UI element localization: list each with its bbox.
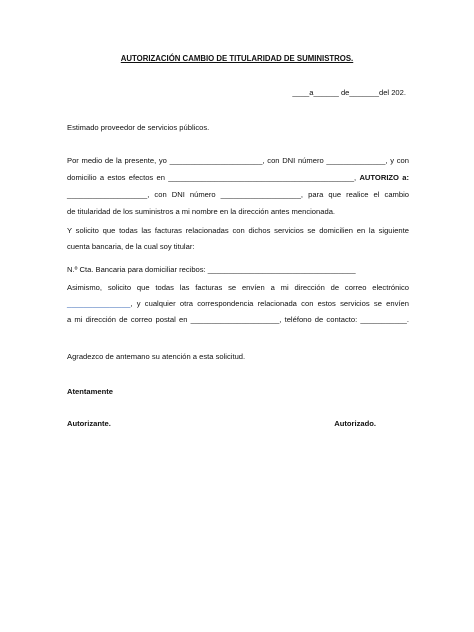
document-title: AUTORIZACIÓN CAMBIO DE TITULARIDAD DE SUMINISTROS.	[120, 54, 354, 63]
para1-line2-text: domicilio a estos efectos en ____________________________________________,	[67, 173, 360, 182]
para2-line1: Y solicito que todas las facturas relacionadas con dichos servicios se domicilien en la siguiente	[67, 226, 409, 235]
email-blank: _______________	[67, 299, 131, 308]
authorize-label: AUTORIZO a:	[359, 173, 409, 182]
thanks-line: Agradezco de antemano su atención a esta solicitud.	[67, 352, 246, 361]
greeting: Estimado proveedor de servicios públicos.	[67, 123, 210, 132]
para3-line2-text: , y cualquier otra correspondencia relacionada con estos servicios se envíen	[130, 299, 409, 308]
date-line: ____a______ de_______del 202.	[292, 88, 406, 97]
para3-line1: Asimismo, solicito que todas las facturas se envíen a mi dirección de correo electrónico	[67, 283, 409, 292]
bank-account-line: N.º Cta. Bancaria para domiciliar recibos: ___________________________________	[67, 265, 356, 274]
signature-autorizado: Autorizado.	[334, 419, 376, 428]
para1-line4: de titularidad de los suministros a mi nombre en la dirección antes mencionada.	[67, 207, 336, 216]
para3-line2	[67, 299, 409, 309]
para1-line1: Por medio de la presente, yo ______________________, con DNI número ______________, y con	[67, 156, 409, 165]
para1-line3: ___________________, con DNI número ___________________, para que realice el cambio	[67, 190, 409, 199]
para3-line3: a mi dirección de correo postal en _____________________, teléfono de contacto: ___________.	[67, 315, 409, 324]
signature-autorizante: Autorizante.	[67, 419, 111, 428]
para1-line2	[67, 173, 409, 183]
closing: Atentamente	[67, 387, 113, 396]
para2-line2: cuenta bancaria, de la cual soy titular:	[67, 242, 195, 251]
